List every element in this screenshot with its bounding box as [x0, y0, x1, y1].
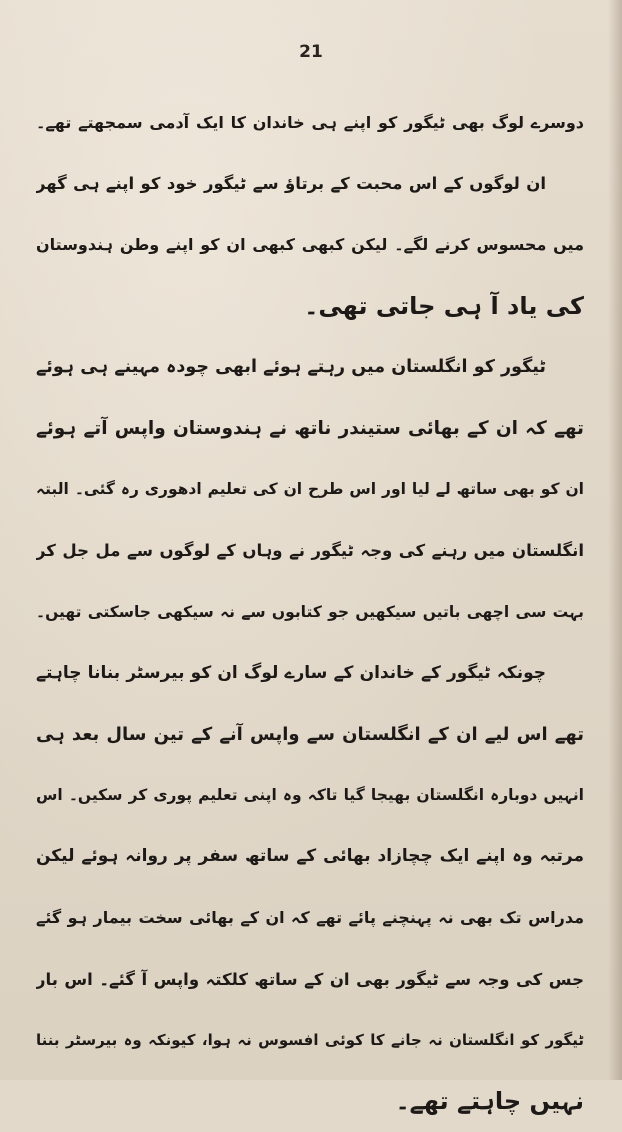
text-line: مدراس تک بھی نہ پہنچنے پائے تھے کہ ان کے بھائی سخت بیمار ہو گئے: [36, 908, 584, 928]
text-line: چونکہ ٹیگور کے خاندان کے سارے لوگ ان کو بیرسٹر بنانا چاہتے: [36, 662, 546, 683]
page-number: 21: [299, 42, 323, 62]
text-line: کی یاد آ ہی جاتی تھی۔: [304, 291, 584, 320]
text-line: نہیں چاہتے تھے۔: [395, 1087, 584, 1115]
text-line: بہت سی اچھی باتیں سیکھیں جو کتابوں سے نہ سیکھی جاسکتی تھیں۔: [36, 602, 584, 621]
text-line: ٹیگور کو انگلستان نہ جانے کا کوئی افسوس نہ ہوا، کیونکہ وہ بیرسٹر بننا: [36, 1030, 584, 1049]
text-line: ان کو بھی ساتھ لے لیا اور اس طرح ان کی تعلیم ادھوری رہ گئی۔ البتہ: [36, 480, 584, 499]
text-line: ٹیگور کو انگلستان میں رہتے ہوئے ابھی چودہ مہینے ہی ہوئے: [36, 356, 546, 377]
text-line: تھے اس لیے ان کے انگلستان سے واپس آنے کے تین سال بعد ہی: [36, 723, 584, 745]
text-line: جس کی وجہ سے ٹیگور بھی ان کے ساتھ کلکتہ واپس آ گئے۔ اس بار: [36, 969, 584, 989]
page-edge-shadow: [608, 0, 622, 1080]
text-line: انہیں دوبارہ انگلستان بھیجا گیا تاکہ وہ اپنی تعلیم پوری کر سکیں۔ اس: [36, 786, 584, 805]
text-line: دوسرے لوگ بھی ٹیگور کو اپنے ہی خاندان کا ایک آدمی سمجھتے تھے۔: [36, 113, 584, 132]
text-line: تھے کہ ان کے بھائی ستیندر ناتھ نے ہندوستان واپس آتے ہوئے: [36, 417, 584, 439]
text-line: میں محسوس کرنے لگے۔ لیکن کبھی کبھی ان کو اپنے وطن ہندوستان: [36, 235, 584, 255]
body-text: [36, 92, 584, 1132]
text-line: مرتبہ وہ اپنے ایک چچازاد بھائی کے ساتھ سفر پر روانہ ہوئے لیکن: [36, 846, 584, 867]
text-line: ان لوگوں کے اس محبت کے برتاؤ سے ٹیگور خود کو اپنے ہی گھر: [36, 174, 546, 194]
text-line: انگلستان میں رہنے کی وجہ ٹیگور نے وہاں کے لوگوں سے مل جل کر: [36, 541, 584, 561]
